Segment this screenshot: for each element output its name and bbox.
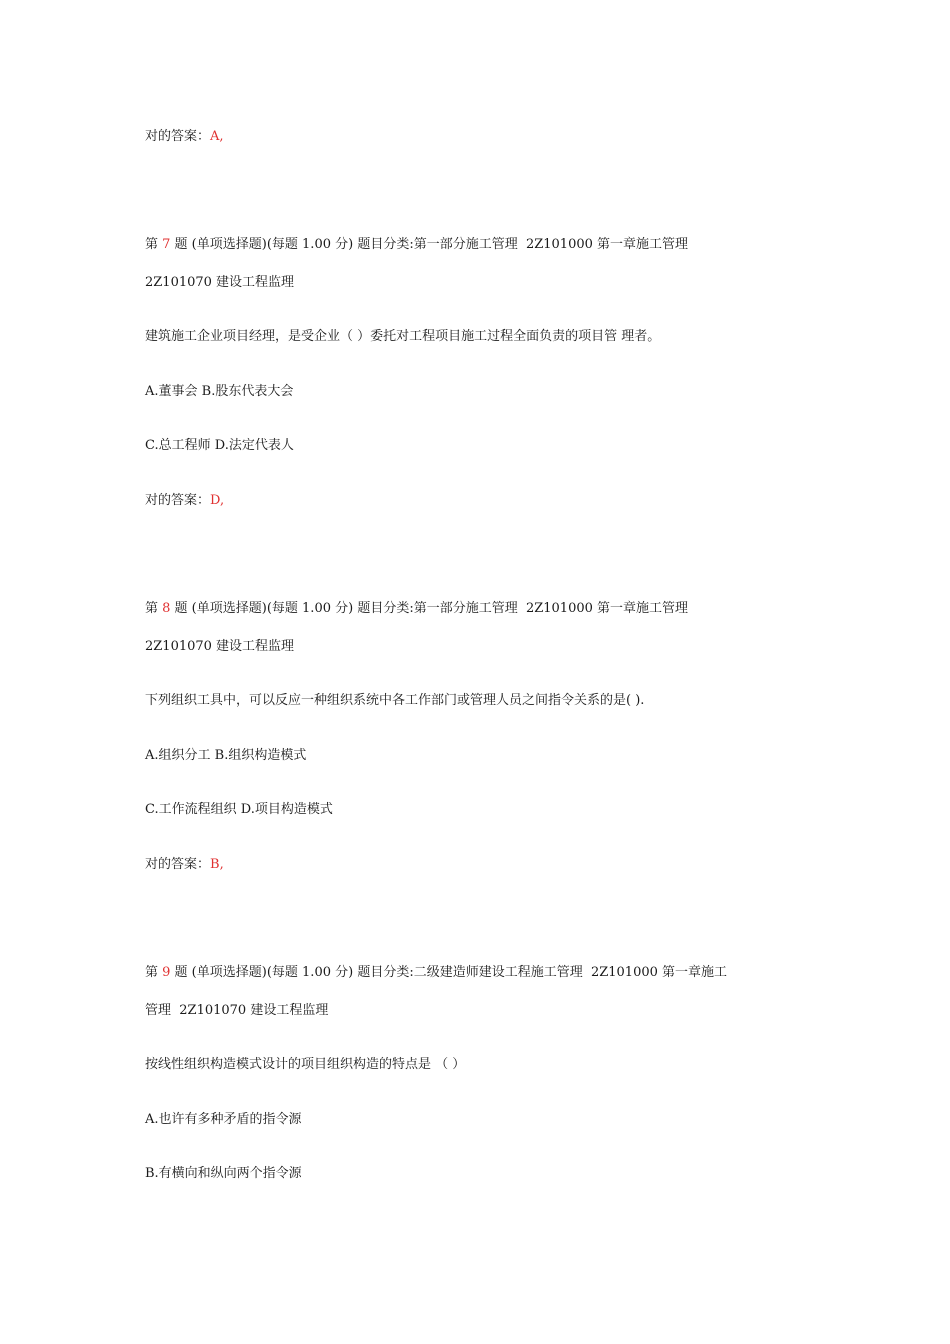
answer-label: 对的答案：: [145, 857, 211, 872]
question-category: 2Z101070 建设工程监理: [145, 275, 295, 290]
question-number: 7: [162, 237, 171, 252]
question-prefix: 第: [145, 237, 163, 252]
answer-line: [145, 856, 224, 874]
question-options-cd: C.总工程师 D.法定代表人: [145, 438, 294, 453]
answer-line: [145, 128, 224, 146]
question-header: [145, 964, 727, 982]
question-option-a: A.也许有多种矛盾的指令源: [145, 1112, 302, 1127]
answer-value: A,: [210, 129, 224, 144]
question-category: 管理 2Z101070 建设工程监理: [145, 1003, 329, 1018]
answer-value: B,: [210, 857, 224, 872]
question-option-b: B.有横向和纵向两个指令源: [145, 1166, 302, 1181]
question-header: [145, 600, 688, 618]
question-stem: 按线性组织构造模式设计的项目组织构造的特点是 （ ）: [145, 1057, 466, 1072]
question-options-cd: C.工作流程组织 D.项目构造模式: [145, 802, 333, 817]
question-header-text: 题 (单项选择题)(每题 1.00 分) 题目分类:二级建造师建设工程施工管理 2Z101000 第一章施工: [170, 965, 728, 980]
answer-label: 对的答案：: [145, 493, 211, 508]
answer-value: D,: [210, 493, 225, 508]
answer-line: [145, 492, 224, 510]
question-category: 2Z101070 建设工程监理: [145, 639, 295, 654]
question-number: 9: [162, 965, 171, 980]
question-prefix: 第: [145, 965, 163, 980]
question-stem: 下列组织工具中，可以反应一种组织系统中各工作部门或管理人员之间指令关系的是( ).: [145, 693, 645, 708]
question-header-text: 题 (单项选择题)(每题 1.00 分) 题目分类:第一部分施工管理 2Z101000 第一章施工管理: [170, 601, 689, 616]
question-options-ab: A.董事会 B.股东代表大会: [145, 384, 294, 399]
question-header: [145, 236, 688, 254]
question-prefix: 第: [145, 601, 163, 616]
question-options-ab: A.组织分工 B.组织构造模式: [145, 748, 307, 763]
question-header-text: 题 (单项选择题)(每题 1.00 分) 题目分类:第一部分施工管理 2Z101000 第一章施工管理: [170, 237, 689, 252]
question-number: 8: [162, 601, 171, 616]
question-stem: 建筑施工企业项目经理，是受企业（ ）委托对工程项目施工过程全面负责的项目管 理者。: [145, 329, 661, 344]
answer-label: 对的答案：: [145, 129, 211, 144]
